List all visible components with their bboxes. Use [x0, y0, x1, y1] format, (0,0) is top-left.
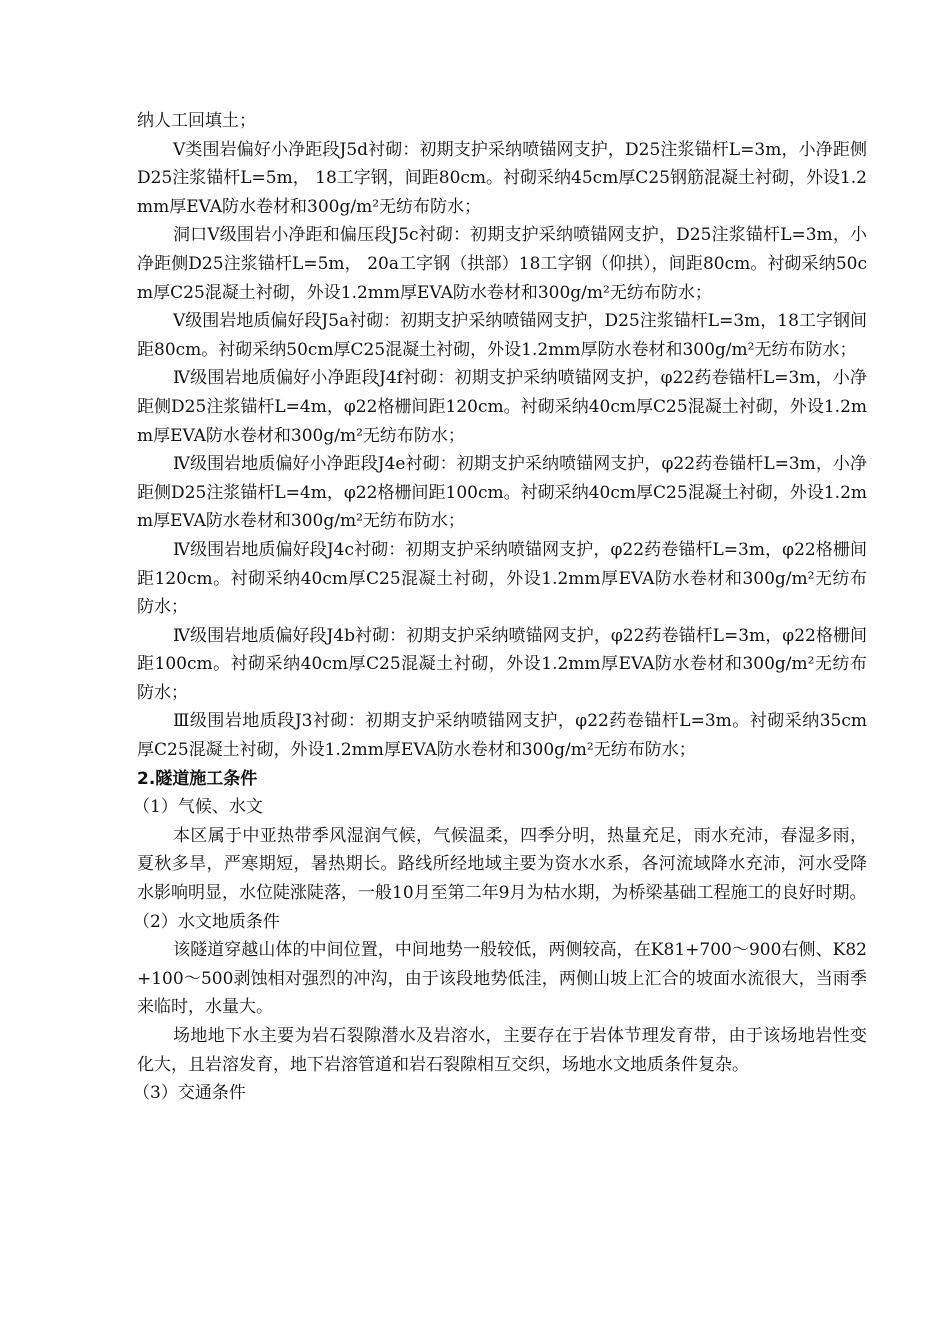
paragraph-continuation: 纳人工回填土；	[137, 111, 256, 131]
subsection-traffic-heading: （3）交通条件	[133, 1083, 246, 1104]
paragraph-hydrogeology-1: 该隧道穿越山体的中间位置，中间地势一般较低，两侧较高，在K81+700～900右侧、K82+100～500剥蚀相对强烈的冲沟，由于该段地势低洼，两侧山坡上汇合的坡面水流很大，当雨季来临时，水量大。	[137, 940, 867, 1018]
document-page	[133, 107, 867, 1108]
paragraph-j4e-lining: Ⅳ级围岩地质偏好小净距段J4e衬砌：初期支护采纳喷锚网支护，φ22药卷锚杆L=3m，小净距侧D25注浆锚杆L=4m，φ22格栅间距100cm。衬砌采纳40cm厚C25混凝土衬砌，外设1.2mm厚EVA防水卷材和300g/m²无纺布防水；	[137, 454, 867, 532]
paragraph-j4b-lining: Ⅳ级围岩地质偏好段J4b衬砌：初期支护采纳喷锚网支护，φ22药卷锚杆L=3m，φ22格栅间距100cm。衬砌采纳40cm厚C25混凝土衬砌，外设1.2mm厚EVA防水卷材和300g/m²无纺布防水；	[137, 625, 867, 703]
section-heading: 2.隧道施工条件	[137, 768, 258, 789]
paragraph-j4f-lining: Ⅳ级围岩地质偏好小净距段J4f衬砌：初期支护采纳喷锚网支护，φ22药卷锚杆L=3m，小净距侧D25注浆锚杆L=4m，φ22格栅间距120cm。衬砌采纳40cm厚C25混凝土衬砌，外设1.2mm厚EVA防水卷材和300g/m²无纺布防水；	[137, 368, 867, 446]
paragraph-j5a-lining: Ⅴ级围岩地质偏好段J5a衬砌：初期支护采纳喷锚网支护，D25注浆锚杆L=3m，18工字钢间距80cm。衬砌采纳50cm厚C25混凝土衬砌，外设1.2mm厚防水卷材和300g/m²无纺布防水；	[137, 311, 867, 360]
paragraph-climate: 本区属于中亚热带季风湿润气候，气候温柔，四季分明，热量充足，雨水充沛，春湿多雨，夏秋多旱，严寒期短，暑热期长。路线所经地域主要为资水水系，各河流域降水充沛，河水受降水影响明显，水位陡涨陡落，一般10月至第二年9月为枯水期，为桥梁基础工程施工的良好时期。	[137, 825, 867, 904]
paragraph-hydrogeology-2: 场地地下水主要为岩石裂隙潜水及岩溶水，主要存在于岩体节理发育带，由于该场地岩性变化大，且岩溶发育，地下岩溶管道和岩石裂隙相互交织，场地水文地质条件复杂。	[137, 1026, 867, 1075]
paragraph-j4c-lining: Ⅳ级围岩地质偏好段J4c衬砌：初期支护采纳喷锚网支护，φ22药卷锚杆L=3m，φ22格栅间距120cm。衬砌采纳40cm厚C25混凝土衬砌，外设1.2mm厚EVA防水卷材和300g/m²无纺布防水；	[137, 539, 867, 618]
paragraph-j5c-lining: 洞口Ⅴ级围岩小净距和偏压段J5c衬砌：初期支护采纳喷锚网支护，D25注浆锚杆L=3m，小净距侧D25注浆锚杆L=5m， 20a工字钢（拱部）18工字钢（仰拱），间距80cm。衬砌采纳50cm厚C25混凝土衬砌，外设1.2mm厚EVA防水卷材和300g/m²无纺布防水；	[137, 225, 867, 303]
paragraph-j5d-lining: Ⅴ类围岩偏好小净距段J5d衬砌：初期支护采纳喷锚网支护，D25注浆锚杆L=3m，小净距侧D25注浆锚杆L=5m， 18工字钢，间距80cm。衬砌采纳45cm厚C25钢筋混凝土衬砌，外设1.2mm厚EVA防水卷材和300g/m²无纺布防水；	[137, 139, 867, 217]
paragraph-j3-lining: Ⅲ级围岩地质段J3衬砌：初期支护采纳喷锚网支护，φ22药卷锚杆L=3m。衬砌采纳35cm厚C25混凝土衬砌，外设1.2mm厚EVA防水卷材和300g/m²无纺布防水；	[137, 711, 867, 761]
subsection-climate-heading: （1）气候、水文	[133, 797, 263, 818]
subsection-hydrogeology-heading: （2）水文地质条件	[133, 911, 280, 932]
